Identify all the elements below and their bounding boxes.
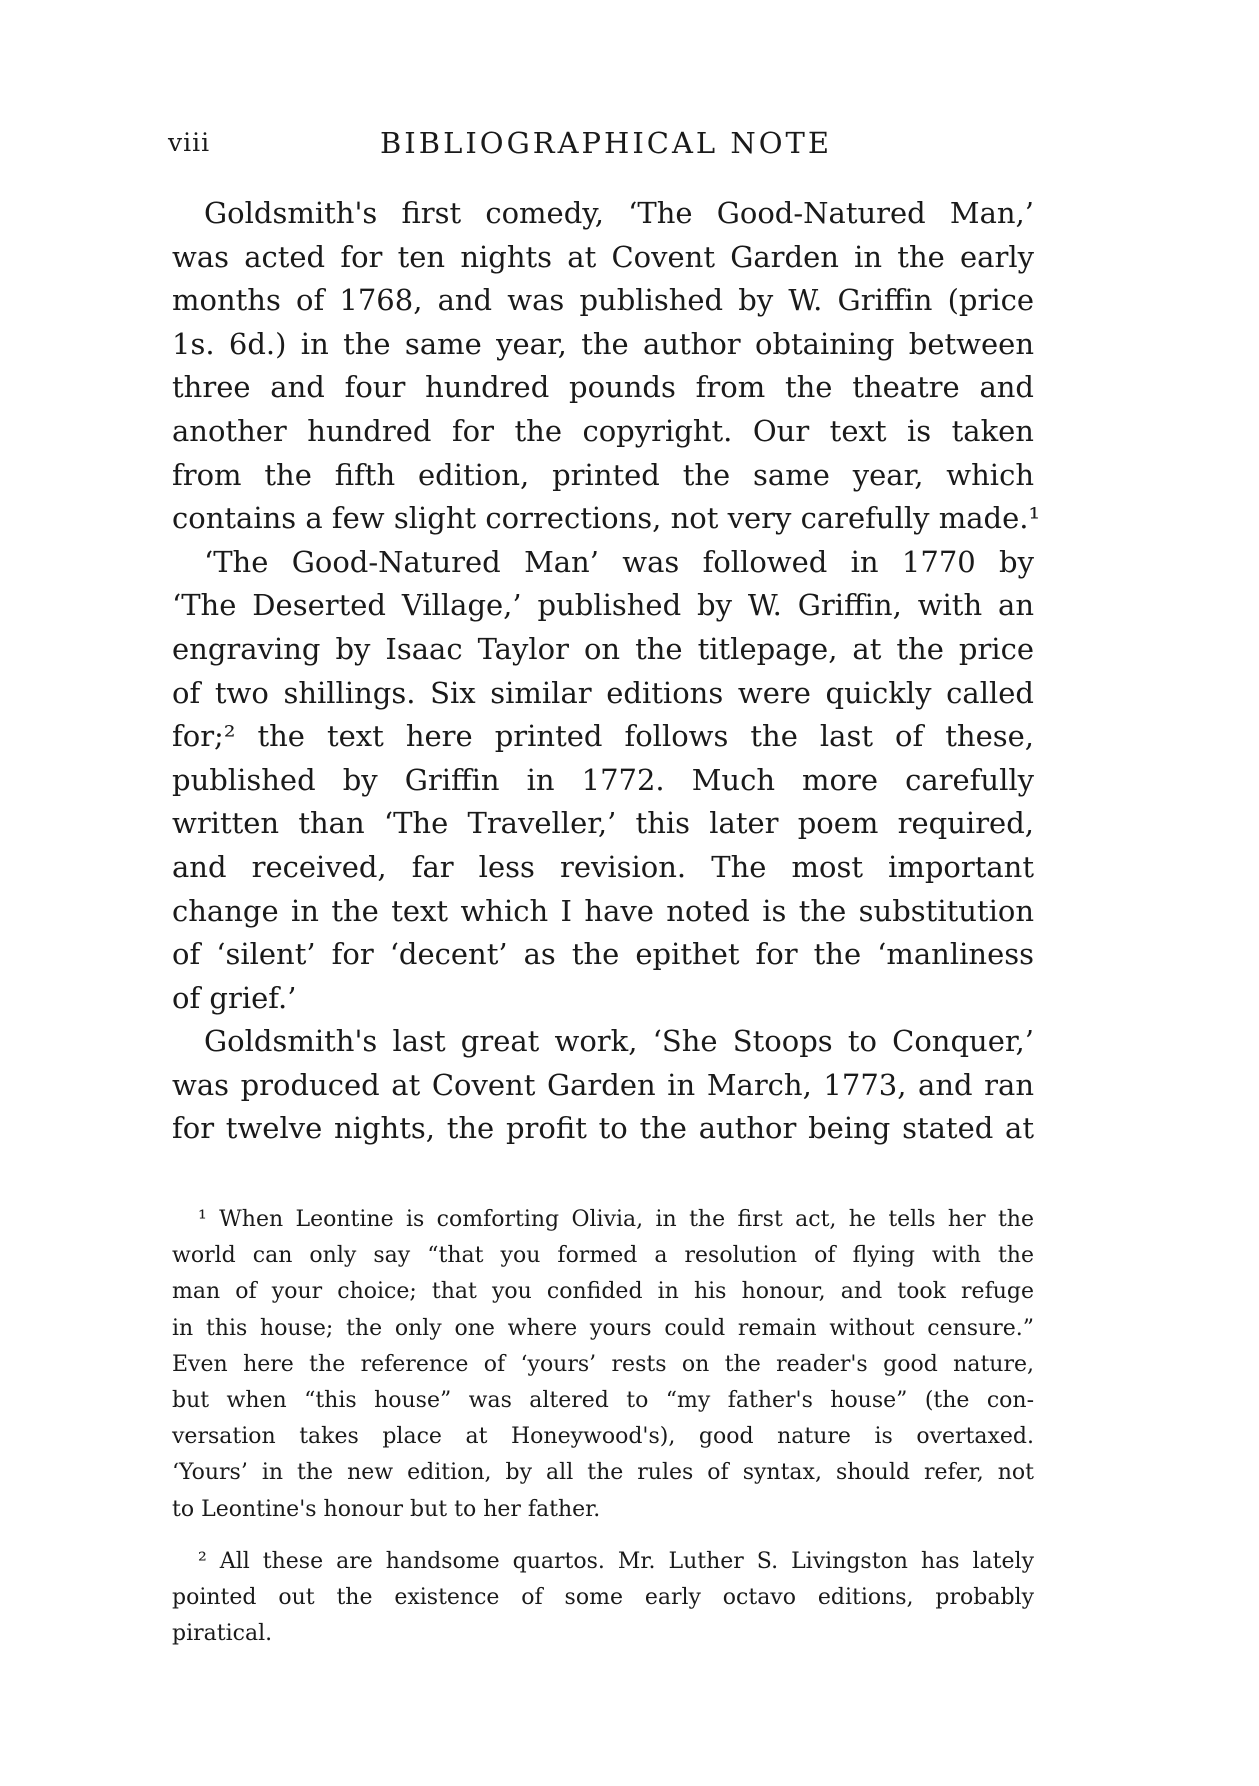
paragraph-3-line: was produced at Covent Garden in March, 1773, and ran — [172, 1067, 1034, 1102]
footnote-line: in this house; the only one where yours could remain without censure.” — [172, 1315, 1034, 1341]
paragraph-2-line: and received, far less revision. The most important — [172, 849, 1034, 884]
paragraph-1-line: three and four hundred pounds from the theatre and — [172, 370, 1034, 405]
footnote-line: to Leontine's honour but to her father. — [172, 1496, 601, 1522]
footnote-line: world can only say “that you formed a resolution of flying with the — [172, 1243, 1034, 1269]
footnote-line: piratical. — [172, 1621, 273, 1647]
footnote-1 — [172, 1202, 1034, 1528]
paragraph-1-line: was acted for ten nights at Covent Garden in the early — [172, 239, 1034, 274]
paragraph-2-line: written than ‘The Traveller,’ this later poem required, — [172, 806, 1034, 841]
footnote-line: Even here the reference of ‘yours’ rests on the reader's good nature, — [172, 1351, 1034, 1377]
paragraph-3-line: Goldsmith's last great work, ‘She Stoops to Conquer,’ — [204, 1024, 1034, 1059]
paragraph-3-line: for twelve nights, the profit to the author being stated at — [172, 1111, 1034, 1146]
footnote-line: ² All these are handsome quartos. Mr. Luther S. Livingston has lately — [198, 1548, 1034, 1574]
footnote-line: ‘Yours’ in the new edition, by all the rules of syntax, should refer, not — [172, 1460, 1034, 1486]
paragraph-2-line: ‘The Good-Natured Man’ was followed in 1770 by — [204, 544, 1034, 579]
page-number: viii — [168, 128, 211, 157]
paragraph-2-line: ‘The Deserted Village,’ published by W. Griffin, with an — [172, 588, 1034, 623]
footnote-line: pointed out the existence of some early octavo editions, probably — [172, 1584, 1034, 1610]
footnote-line: man of your choice; that you confided in his honour, and took refuge — [172, 1279, 1034, 1305]
body-text — [172, 192, 1041, 1151]
paragraph-1-line: from the fifth edition, printed the same year, which — [172, 457, 1034, 492]
paragraph-2-line: of grief.’ — [172, 980, 297, 1015]
paragraph-2-line: of ‘silent’ for ‘decent’ as the epithet for the ‘manliness — [172, 937, 1034, 972]
footnote-gap — [172, 1528, 1034, 1544]
paragraph-2-line: published by Griffin in 1772. Much more carefully — [172, 762, 1034, 797]
footnote-line: versation takes place at Honeywood's), good nature is overtaxed. — [172, 1424, 1034, 1450]
page-header — [168, 128, 1038, 168]
running-head: BIBLIOGRAPHICAL NOTE — [380, 126, 833, 160]
paragraph-2-line: for;² the text here printed follows the last of these, — [172, 719, 1034, 754]
footnote-line: ¹ When Leontine is comforting Olivia, in the first act, he tells her the — [198, 1207, 1034, 1232]
paragraph-1-line: Goldsmith's first comedy, ‘The Good-Natured Man,’ — [204, 196, 1034, 230]
paragraph-1-line: another hundred for the copyright. Our text is taken — [172, 413, 1034, 448]
paragraph-2-line: engraving by Isaac Taylor on the titlepage, at the price — [172, 631, 1034, 666]
footnotes — [172, 1202, 1034, 1652]
footnote-2 — [172, 1544, 1034, 1653]
paragraph-1-line: contains a few slight corrections, not very carefully made.¹ — [172, 501, 1041, 536]
paragraph-1-line: months of 1768, and was published by W. Griffin (price — [172, 283, 1034, 318]
paragraph-2-line: change in the text which I have noted is the substitution — [172, 893, 1034, 928]
footnote-line: but when “this house” was altered to “my father's house” (the con- — [172, 1387, 1034, 1413]
paragraph-1-line: 1s. 6d.) in the same year, the author obtaining between — [172, 326, 1034, 361]
paragraph-2-line: of two shillings. Six similar editions were quickly called — [172, 675, 1034, 710]
